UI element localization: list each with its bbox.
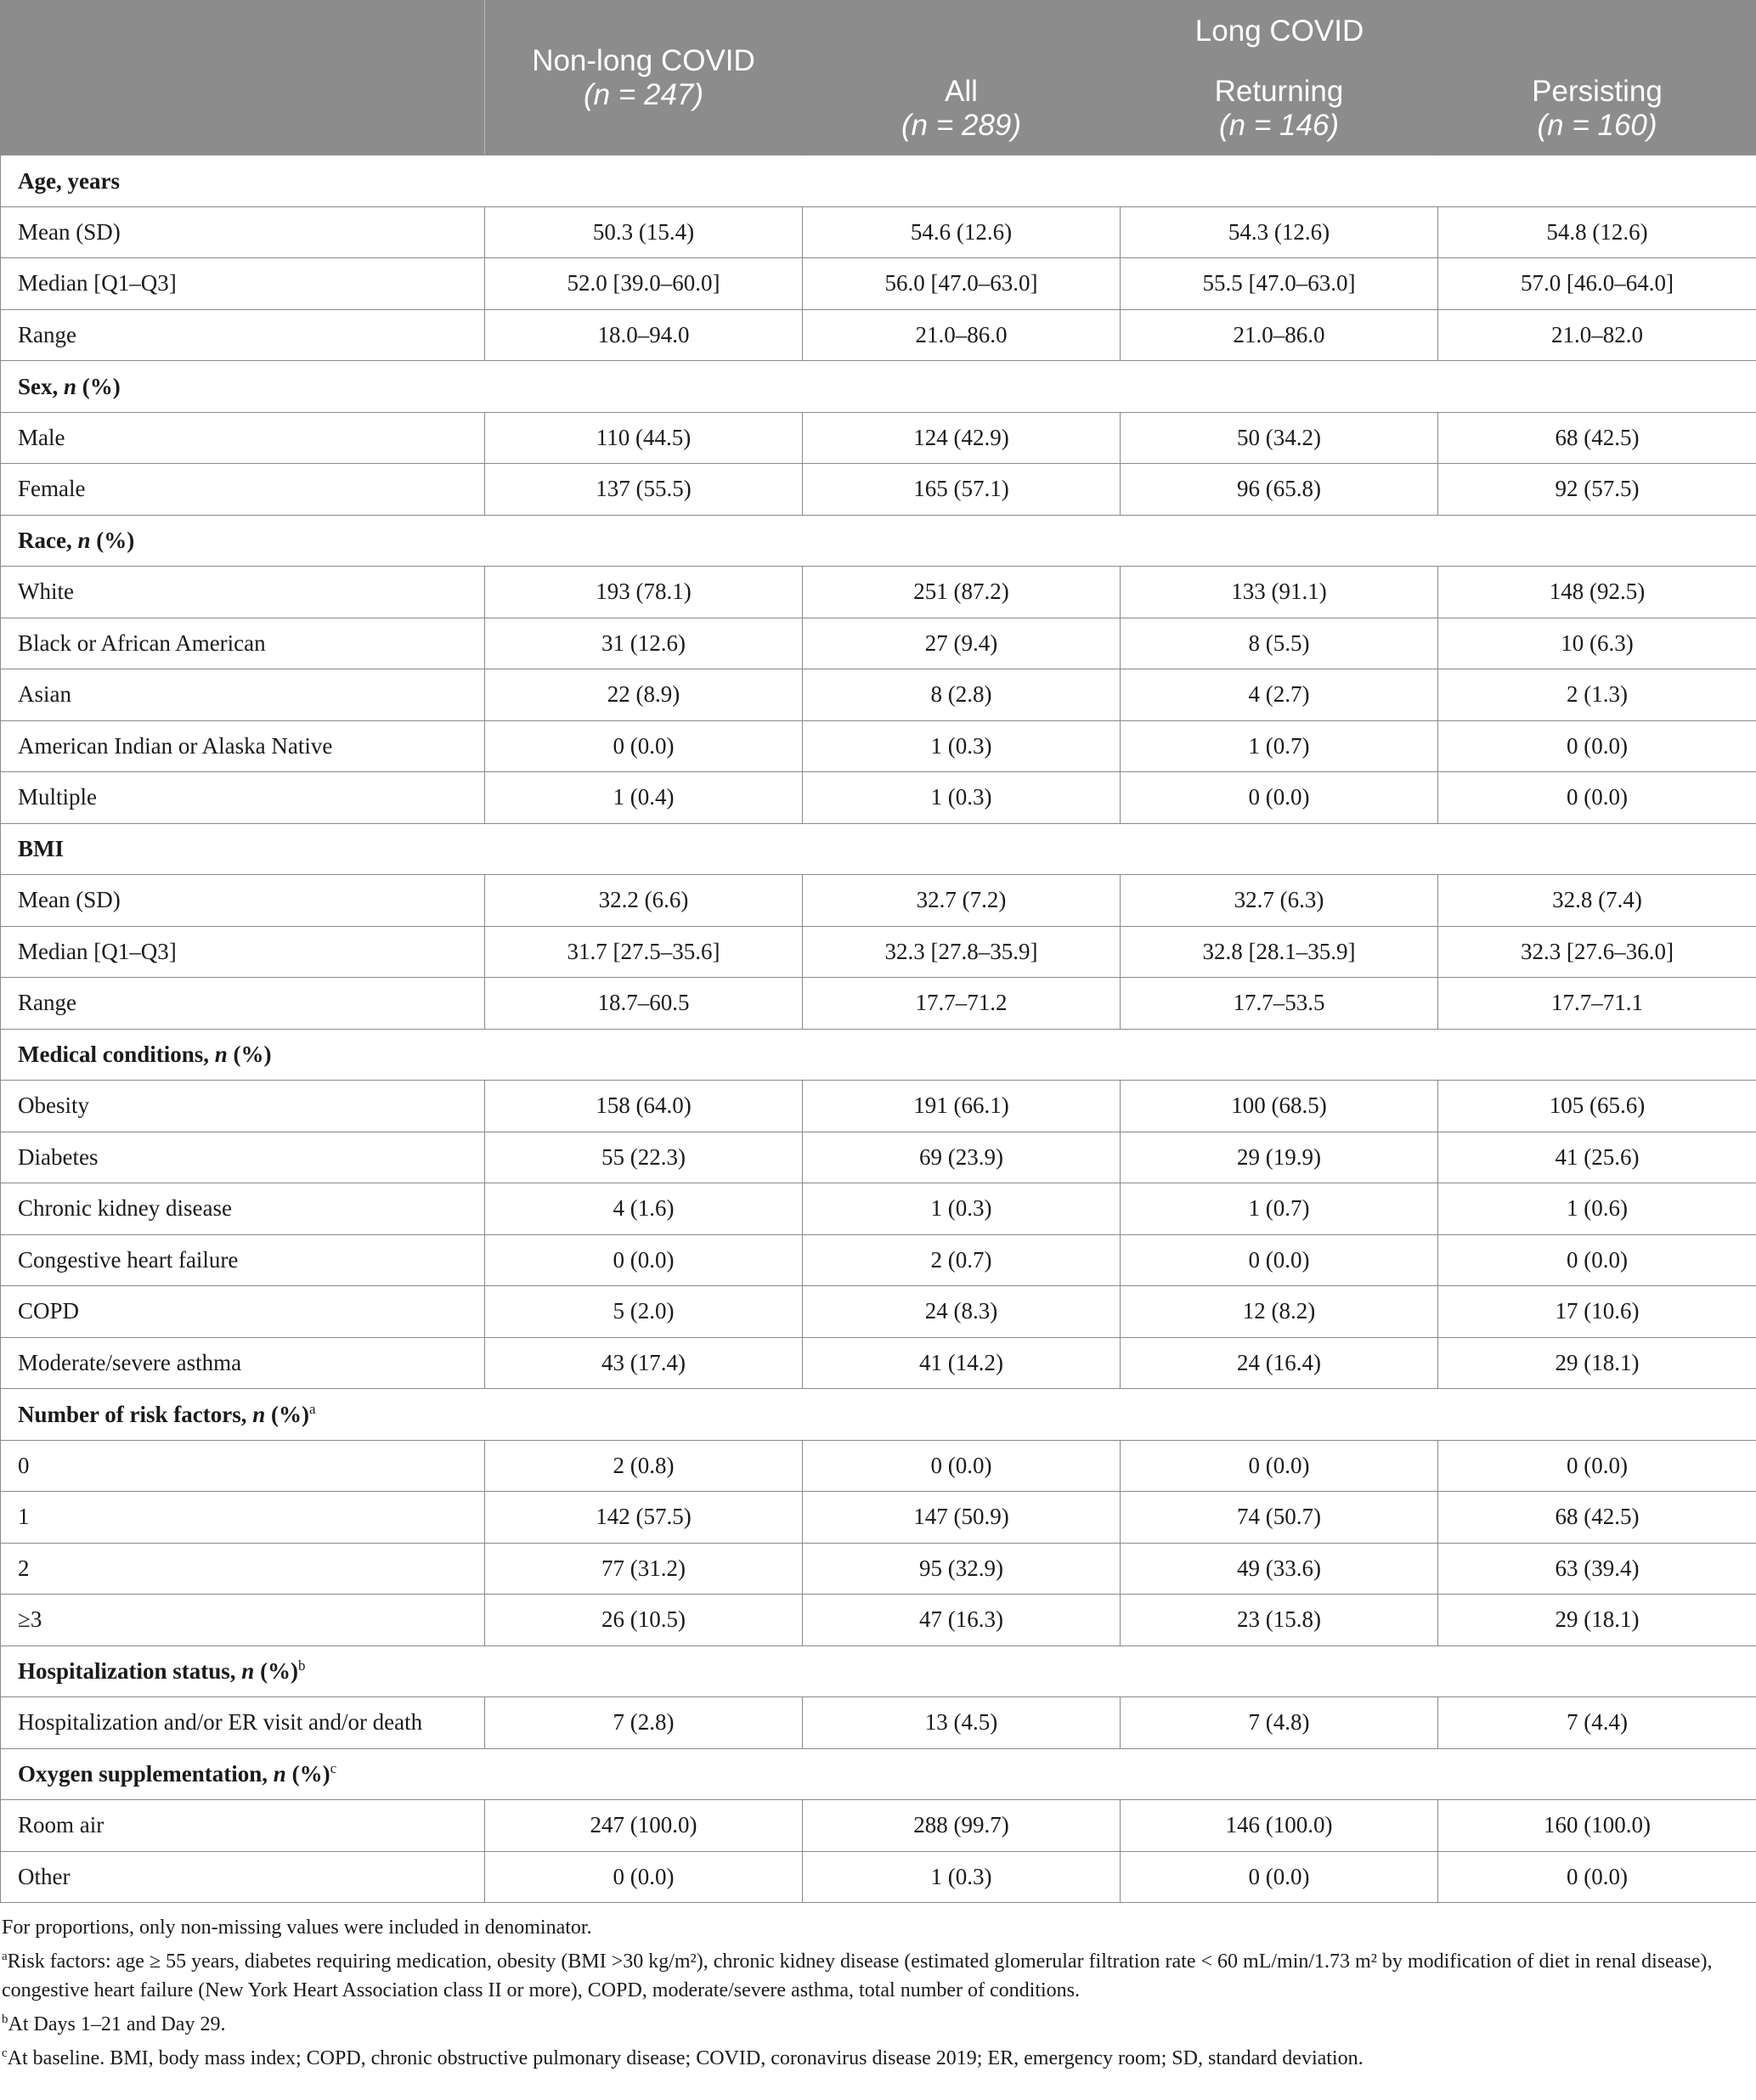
row-value: 158 (64.0) — [485, 1081, 803, 1132]
section-title — [1, 1748, 1756, 1800]
table-row — [1, 1595, 1756, 1646]
header-non-long-covid — [485, 1, 803, 155]
footnote-b-text: At Days 1–21 and Day 29. — [8, 2013, 226, 2035]
row-value: 1 (0.3) — [803, 720, 1121, 772]
footnote-b — [2, 2005, 1753, 2039]
table-row — [1, 926, 1756, 978]
table-row — [1, 618, 1756, 669]
section-header-row — [1, 155, 1756, 207]
section-title — [1, 1646, 1756, 1697]
row-value: 142 (57.5) — [485, 1492, 803, 1544]
row-value: 10 (6.3) — [1438, 618, 1756, 669]
row-value: 110 (44.5) — [485, 412, 803, 464]
row-label: Median [Q1–Q3] — [1, 258, 485, 310]
row-value: 1 (0.7) — [1121, 720, 1438, 772]
section-header-row — [1, 1389, 1756, 1441]
section-title-text: Number of risk factors, n (%) — [18, 1401, 309, 1427]
table-row — [1, 1800, 1756, 1852]
section-title-text: Sex, n (%) — [18, 373, 121, 399]
footnote-a-marker: a — [2, 1950, 8, 1963]
row-value: 1 (0.3) — [803, 1851, 1121, 1903]
row-value: 146 (100.0) — [1121, 1800, 1438, 1852]
row-value: 0 (0.0) — [1121, 1440, 1438, 1492]
row-value: 165 (57.1) — [803, 464, 1121, 516]
row-value: 17.7–53.5 — [1121, 978, 1438, 1030]
row-value: 0 (0.0) — [485, 1234, 803, 1286]
table-row — [1, 1851, 1756, 1903]
header-non-long-covid-name: Non-long COVID — [532, 43, 755, 77]
section-title — [1, 515, 1756, 567]
row-value: 92 (57.5) — [1438, 464, 1756, 516]
table-row — [1, 206, 1756, 258]
row-value: 32.2 (6.6) — [485, 875, 803, 927]
row-label: COPD — [1, 1286, 485, 1338]
table-row — [1, 464, 1756, 516]
row-label: Range — [1, 978, 485, 1030]
table-row — [1, 1234, 1756, 1286]
row-label: White — [1, 567, 485, 618]
table-row — [1, 1337, 1756, 1389]
row-value: 5 (2.0) — [485, 1286, 803, 1338]
row-label: Room air — [1, 1800, 485, 1852]
row-value: 54.8 (12.6) — [1438, 206, 1756, 258]
row-label: Hospitalization and/or ER visit and/or death — [1, 1697, 485, 1749]
row-label: Male — [1, 412, 485, 464]
row-value: 1 (0.3) — [803, 1183, 1121, 1235]
table-row — [1, 1132, 1756, 1183]
row-label: Female — [1, 464, 485, 516]
row-value: 7 (4.4) — [1438, 1697, 1756, 1749]
header-all-n: (n = 289) — [901, 109, 1022, 142]
row-value: 32.8 [28.1–35.9] — [1121, 926, 1438, 978]
row-value: 24 (8.3) — [803, 1286, 1121, 1338]
row-value: 0 (0.0) — [1438, 1440, 1756, 1492]
row-label: Chronic kidney disease — [1, 1183, 485, 1235]
row-value: 8 (2.8) — [803, 669, 1121, 721]
row-value: 23 (15.8) — [1121, 1595, 1438, 1646]
table-header — [1, 1, 1756, 155]
row-value: 95 (32.9) — [803, 1543, 1121, 1595]
row-value: 1 (0.4) — [485, 772, 803, 824]
row-value: 69 (23.9) — [803, 1132, 1121, 1183]
row-value: 54.6 (12.6) — [803, 206, 1121, 258]
row-value: 32.3 [27.6–36.0] — [1438, 926, 1756, 978]
row-value: 0 (0.0) — [803, 1440, 1121, 1492]
row-value: 21.0–86.0 — [1121, 309, 1438, 361]
header-persisting-name: Persisting — [1532, 75, 1663, 108]
table-row — [1, 1183, 1756, 1235]
row-label: Moderate/severe asthma — [1, 1337, 485, 1389]
section-title — [1, 1029, 1756, 1081]
footnote-a-text: Risk factors: age ≥ 55 years, diabetes requiring medication, obesity (BMI >30 kg/m²), chronic kidney disease (estimated glomerular filtration rate < 60 mL/min/1.73 m² by modification of diet in renal disease), congestive heart failure (New York Heart Association class II or more), COPD, moderate/severe asthma, total number of conditions. — [2, 1950, 1713, 2001]
row-value: 7 (4.8) — [1121, 1697, 1438, 1749]
section-header-row — [1, 515, 1756, 567]
section-title-text: Hospitalization status, n (%) — [18, 1658, 299, 1685]
section-title-footnote-marker: a — [308, 1400, 316, 1417]
row-value: 0 (0.0) — [485, 1851, 803, 1903]
row-value: 288 (99.7) — [803, 1800, 1121, 1852]
row-value: 24 (16.4) — [1121, 1337, 1438, 1389]
header-returning-n: (n = 146) — [1218, 109, 1340, 142]
footnote-a — [2, 1942, 1753, 2005]
row-value: 68 (42.5) — [1438, 412, 1756, 464]
section-title — [1, 1389, 1756, 1441]
row-label: Black or African American — [1, 618, 485, 669]
row-label: Multiple — [1, 772, 485, 824]
row-value: 191 (66.1) — [803, 1081, 1121, 1132]
row-value: 50.3 (15.4) — [485, 206, 803, 258]
table-row — [1, 567, 1756, 618]
footnote-general: For proportions, only non-missing values were included in denominator. — [2, 1917, 592, 1939]
row-value: 100 (68.5) — [1121, 1081, 1438, 1132]
row-value: 17.7–71.2 — [803, 978, 1121, 1030]
header-returning-name: Returning — [1214, 75, 1344, 108]
row-value: 41 (25.6) — [1438, 1132, 1756, 1183]
row-value: 12 (8.2) — [1121, 1286, 1438, 1338]
footnote-b-marker: b — [2, 2012, 8, 2026]
row-value: 2 (1.3) — [1438, 669, 1756, 721]
row-label: Mean (SD) — [1, 206, 485, 258]
row-value: 18.0–94.0 — [485, 309, 803, 361]
row-value: 193 (78.1) — [485, 567, 803, 618]
row-value: 1 (0.6) — [1438, 1183, 1756, 1235]
row-label: Congestive heart failure — [1, 1234, 485, 1286]
row-value: 22 (8.9) — [485, 669, 803, 721]
row-value: 124 (42.9) — [803, 412, 1121, 464]
table-row — [1, 1286, 1756, 1338]
section-title-text: Age, years — [18, 167, 120, 194]
row-value: 4 (2.7) — [1121, 669, 1438, 721]
row-value: 0 (0.0) — [1438, 720, 1756, 772]
row-value: 0 (0.0) — [1121, 1851, 1438, 1903]
row-label: Diabetes — [1, 1132, 485, 1183]
section-title — [1, 823, 1756, 875]
table-row — [1, 720, 1756, 772]
row-value: 0 (0.0) — [1438, 772, 1756, 824]
row-value: 41 (14.2) — [803, 1337, 1121, 1389]
table-row — [1, 772, 1756, 824]
table-row — [1, 412, 1756, 464]
table-body — [1, 155, 1756, 1903]
row-value: 47 (16.3) — [803, 1595, 1121, 1646]
table-row — [1, 875, 1756, 927]
row-label: American Indian or Alaska Native — [1, 720, 485, 772]
section-header-row — [1, 1748, 1756, 1800]
row-value: 57.0 [46.0–64.0] — [1438, 258, 1756, 310]
header-returning — [1121, 63, 1438, 155]
row-label: 1 — [1, 1492, 485, 1544]
section-title-text: Medical conditions, n (%) — [18, 1042, 272, 1068]
table-row — [1, 978, 1756, 1030]
footnote-c-marker: c — [2, 2046, 8, 2060]
row-value: 7 (2.8) — [485, 1697, 803, 1749]
section-title-text: Race, n (%) — [18, 528, 135, 554]
row-value: 0 (0.0) — [485, 720, 803, 772]
row-value: 32.8 (7.4) — [1438, 875, 1756, 927]
row-value: 32.7 (6.3) — [1121, 875, 1438, 927]
section-title-footnote-marker: c — [330, 1760, 337, 1777]
header-all — [803, 63, 1121, 155]
table-row — [1, 1492, 1756, 1544]
header-persisting — [1438, 63, 1756, 155]
table-row — [1, 669, 1756, 721]
row-label: Obesity — [1, 1081, 485, 1132]
row-value: 50 (34.2) — [1121, 412, 1438, 464]
row-value: 32.7 (7.2) — [803, 875, 1121, 927]
table-row — [1, 1543, 1756, 1595]
row-label: Mean (SD) — [1, 875, 485, 927]
row-value: 13 (4.5) — [803, 1697, 1121, 1749]
row-value: 0 (0.0) — [1121, 1234, 1438, 1286]
row-value: 17.7–71.1 — [1438, 978, 1756, 1030]
row-value: 0 (0.0) — [1438, 1234, 1756, 1286]
row-value: 2 (0.7) — [803, 1234, 1121, 1286]
header-persisting-n: (n = 160) — [1537, 109, 1657, 142]
row-value: 105 (65.6) — [1438, 1081, 1756, 1132]
table-row — [1, 258, 1756, 310]
row-value: 55.5 [47.0–63.0] — [1121, 258, 1438, 310]
section-title — [1, 361, 1756, 413]
row-value: 74 (50.7) — [1121, 1492, 1438, 1544]
row-value: 0 (0.0) — [1438, 1851, 1756, 1903]
section-title — [1, 155, 1756, 207]
row-value: 1 (0.7) — [1121, 1183, 1438, 1235]
row-value: 21.0–86.0 — [803, 309, 1121, 361]
row-value: 17 (10.6) — [1438, 1286, 1756, 1338]
row-value: 29 (18.1) — [1438, 1337, 1756, 1389]
row-value: 27 (9.4) — [803, 618, 1121, 669]
row-label: Range — [1, 309, 485, 361]
row-value: 43 (17.4) — [485, 1337, 803, 1389]
section-title-text: BMI — [18, 836, 64, 862]
section-header-row — [1, 823, 1756, 875]
row-label: Median [Q1–Q3] — [1, 926, 485, 978]
row-label: Other — [1, 1851, 485, 1903]
row-value: 137 (55.5) — [485, 464, 803, 516]
header-all-name: All — [945, 75, 978, 108]
row-value: 18.7–60.5 — [485, 978, 803, 1030]
row-value: 56.0 [47.0–63.0] — [803, 258, 1121, 310]
row-value: 55 (22.3) — [485, 1132, 803, 1183]
row-value: 26 (10.5) — [485, 1595, 803, 1646]
row-value: 160 (100.0) — [1438, 1800, 1756, 1852]
row-value: 2 (0.8) — [485, 1440, 803, 1492]
row-label: 0 — [1, 1440, 485, 1492]
table-footnotes — [0, 1903, 1756, 2073]
row-value: 77 (31.2) — [485, 1543, 803, 1595]
row-value: 251 (87.2) — [803, 567, 1121, 618]
row-value: 31.7 [27.5–35.6] — [485, 926, 803, 978]
row-value: 96 (65.8) — [1121, 464, 1438, 516]
row-value: 32.3 [27.8–35.9] — [803, 926, 1121, 978]
section-header-row — [1, 361, 1756, 413]
row-value: 63 (39.4) — [1438, 1543, 1756, 1595]
row-value: 29 (19.9) — [1121, 1132, 1438, 1183]
row-value: 29 (18.1) — [1438, 1595, 1756, 1646]
row-value: 68 (42.5) — [1438, 1492, 1756, 1544]
table-row — [1, 1440, 1756, 1492]
section-header-row — [1, 1646, 1756, 1697]
row-label: ≥3 — [1, 1595, 485, 1646]
row-label: 2 — [1, 1543, 485, 1595]
row-value: 8 (5.5) — [1121, 618, 1438, 669]
section-title-footnote-marker: b — [298, 1657, 306, 1674]
row-value: 0 (0.0) — [1121, 772, 1438, 824]
row-value: 49 (33.6) — [1121, 1543, 1438, 1595]
section-header-row — [1, 1029, 1756, 1081]
section-title-text: Oxygen supplementation, n (%) — [18, 1761, 330, 1787]
footnote-c — [2, 2039, 1753, 2073]
row-value: 54.3 (12.6) — [1121, 206, 1438, 258]
table-row — [1, 1081, 1756, 1132]
row-value: 1 (0.3) — [803, 772, 1121, 824]
row-value: 148 (92.5) — [1438, 567, 1756, 618]
row-value: 4 (1.6) — [485, 1183, 803, 1235]
row-label: Asian — [1, 669, 485, 721]
row-value: 52.0 [39.0–60.0] — [485, 258, 803, 310]
header-empty-cell — [1, 1, 485, 155]
header-long-covid-group: Long COVID — [803, 1, 1756, 63]
footnote-c-text: At baseline. BMI, body mass index; COPD, chronic obstructive pulmonary disease; COVID, coronavirus disease 2019; ER, emergency room; SD, standard deviation. — [7, 2047, 1364, 2069]
row-value: 31 (12.6) — [485, 618, 803, 669]
row-value: 133 (91.1) — [1121, 567, 1438, 618]
table-row — [1, 1697, 1756, 1749]
row-value: 247 (100.0) — [485, 1800, 803, 1852]
row-value: 147 (50.9) — [803, 1492, 1121, 1544]
row-value: 21.0–82.0 — [1438, 309, 1756, 361]
header-non-long-covid-n: (n = 247) — [583, 77, 704, 111]
table-row — [1, 309, 1756, 361]
